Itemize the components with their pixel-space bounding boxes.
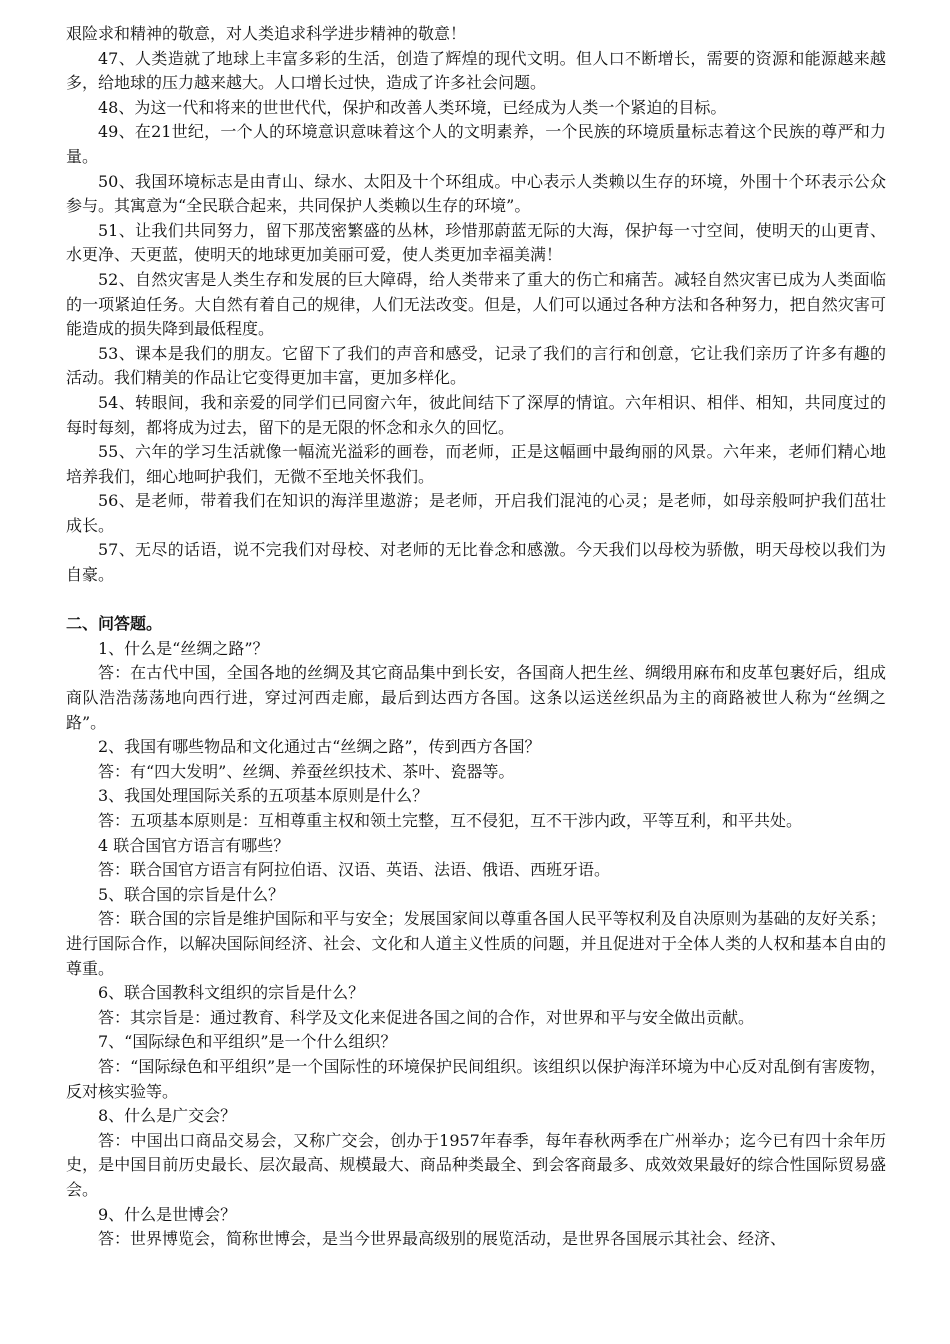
answer-7: 答：“国际绿色和平组织”是一个国际性的环境保护民间组织。该组织以保护海洋环境为中心反对乱倒有害废物，反对核实验等。: [66, 1056, 886, 1101]
paragraph-47: 47、人类造就了地球上丰富多彩的生活，创造了辉煌的现代文明。但人口不断增长，需要的资源和能源越来越多，给地球的压力越来越大。人口增长过快，造成了许多社会问题。: [66, 48, 886, 93]
question-3: 3、我国处理国际关系的五项基本原则是什么？: [98, 786, 429, 806]
answer-8: 答：中国出口商品交易会，又称广交会，创办于1957年春季，每年春秋两季在广州举办；迄今已有四十余年历史，是中国目前历史最长、层次最高、规模最大、商品种类最全、到会客商最多、成效效果最好的综合性国际贸易盛会。: [66, 1130, 886, 1199]
section-title-qa: 二、问答题。: [66, 614, 163, 634]
question-9: 9、什么是世博会？: [98, 1204, 237, 1224]
paragraph-54: 54、转眼间，我和亲爱的同学们已同窗六年，彼此间结下了深厚的情谊。六年相识、相伴、相知，共同度过的每时每刻，都将成为过去，留下的是无限的怀念和永久的回忆。: [66, 392, 886, 437]
answer-3: 答：五项基本原则是：互相尊重主权和领土完整，互不侵犯，互不干涉内政，平等互利，和平共处。: [98, 811, 803, 830]
answer-6: 答：其宗旨是：通过教育、科学及文化来促进各国之间的合作，对世界和平与安全做出贡献。: [98, 1007, 755, 1027]
section-gap: [66, 588, 886, 613]
question-5: 5、联合国的宗旨是什么？: [98, 884, 285, 904]
paragraph-49: 49、在21世纪，一个人的环境意识意味着这个人的文明素养，一个民族的环境质量标志着这个民族的尊严和力量。: [66, 122, 886, 166]
question-1: 1、什么是“丝绸之路”？: [98, 638, 269, 658]
paragraph-52: 52、自然灾害是人类生存和发展的巨大障碍，给人类带来了重大的伤亡和痛苦。减轻自然灾害已成为人类面临的一项紧迫任务。大自然有着自己的规律，人们无法改变。但是，人们可以通过各种方法和各种努力，把自然灾害可能造成的损失降到最低程度。: [66, 269, 886, 339]
answer-5: 答：联合国的宗旨是维护国际和平与安全；发展国家间以尊重各国人民平等权利及自决原则为基础的友好关系；进行国际合作，以解决国际间经济、社会、文化和人道主义性质的问题，并且促进对于全体人类的人权和基本自由的尊重。: [66, 909, 886, 978]
paragraph-56: 56、是老师，带着我们在知识的海洋里遨游；是老师，开启我们混沌的心灵；是老师，如母亲般呵护我们茁壮成长。: [66, 491, 886, 535]
paragraph-51: 51、让我们共同努力，留下那茂密繁盛的丛林，珍惜那蔚蓝无际的大海，保护每一寸空间，使明天的山更青、水更净、天更蓝，使明天的地球更加美丽可爱，使人类更加幸福美满！: [66, 220, 886, 265]
question-8: 8、什么是广交会？: [98, 1106, 237, 1126]
paragraph-continuation: 艰险求和精神的敬意，对人类追求科学进步精神的敬意！: [66, 24, 467, 43]
answer-2: 答：有“四大发明”、丝绸、养蚕丝织技术、茶叶、瓷器等。: [98, 761, 515, 781]
paragraph-50: 50、我国环境标志是由青山、绿水、太阳及十个环组成。中心表示人类赖以生存的环境，外围十个环表示公众参与。其寓意为“全民联合起来，共同保护人类赖以生存的环境”。: [66, 171, 886, 216]
paragraph-55: 55、六年的学习生活就像一幅流光溢彩的画卷，而老师，正是这幅画中最绚丽的风景。六年来，老师们精心地培养我们，细心地呵护我们，无微不至地关怀我们。: [66, 442, 886, 486]
paragraph-57: 57、无尽的话语，说不完我们对母校、对老师的无比眷念和感激。今天我们以母校为骄傲，明天母校以我们为自豪。: [66, 540, 886, 585]
answer-4: 答：联合国官方语言有阿拉伯语、汉语、英语、法语、俄语、西班牙语。: [98, 860, 611, 880]
document-page: [66, 22, 886, 1252]
paragraph-53: 53、课本是我们的朋友。它留下了我们的声音和感受，记录了我们的言行和创意，它让我们亲历了许多有趣的活动。我们精美的作品让它变得更加丰富，更加多样化。: [66, 343, 886, 388]
answer-1: 答：在古代中国，全国各地的丝绸及其它商品集中到长安，各国商人把生丝、绸缎用麻布和皮革包裹好后，组成商队浩浩荡荡地向西行进，穿过河西走廊，最后到达西方各国。这条以运送丝织品为主的商路被世人称为“丝绸之路”。: [66, 663, 886, 732]
question-4: 4 联合国官方语言有哪些？: [98, 835, 290, 855]
answer-9: 答：世界博览会，简称世博会，是当今世界最高级别的展览活动，是世界各国展示其社会、经济、: [98, 1229, 787, 1249]
question-6: 6、联合国教科文组织的宗旨是什么？: [98, 983, 365, 1003]
question-7: 7、“国际绿色和平组织”是一个什么组织？: [98, 1032, 397, 1052]
paragraph-48: 48、为这一代和将来的世世代代，保护和改善人类环境，已经成为人类一个紧迫的目标。: [98, 97, 727, 117]
question-2: 2、我国有哪些物品和文化通过古“丝绸之路”，传到西方各国？: [98, 737, 541, 757]
